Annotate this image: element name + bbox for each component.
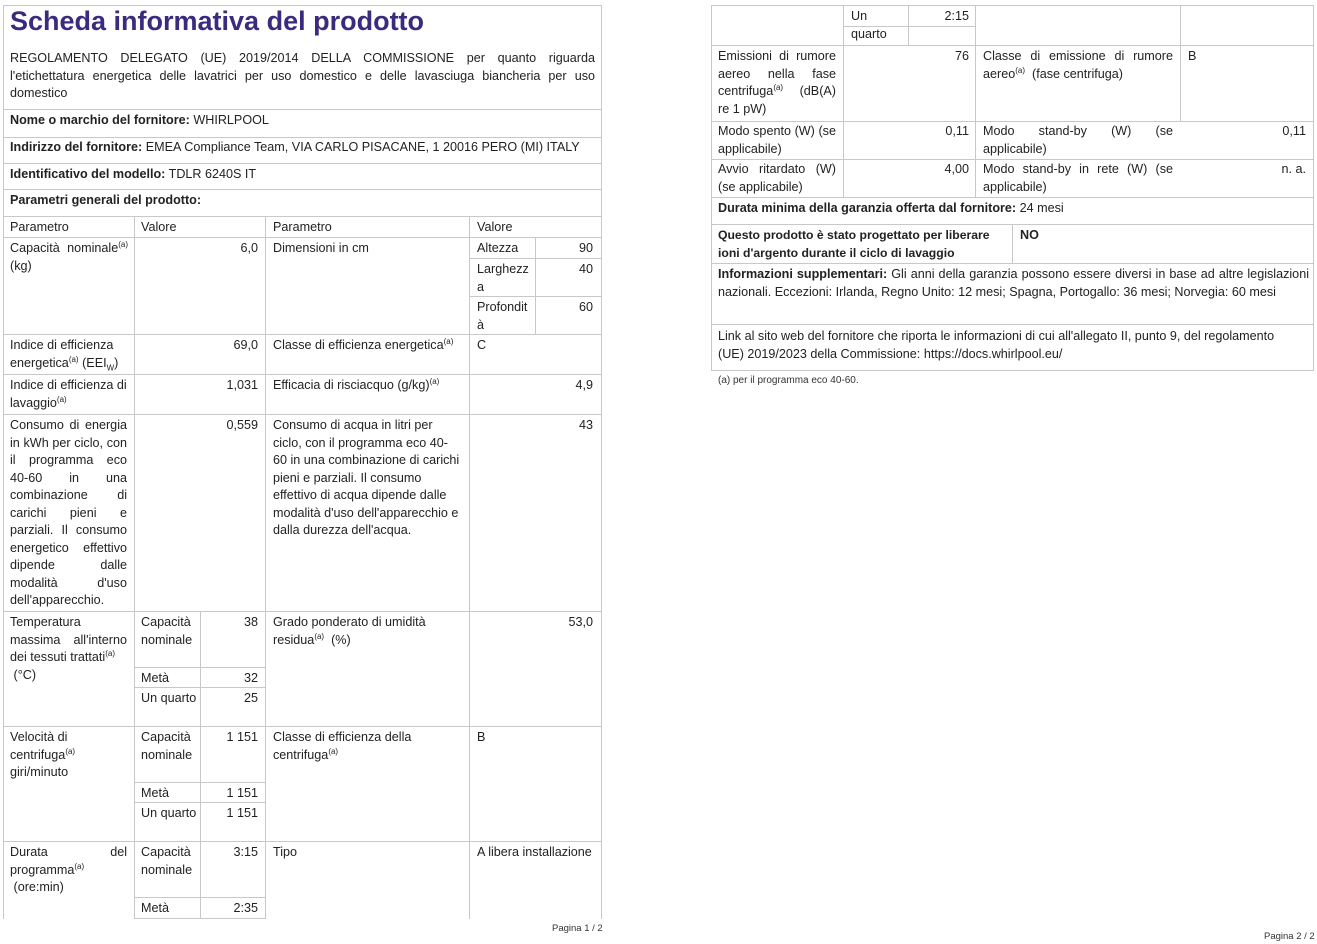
address-label: Indirizzo del fornitore: bbox=[10, 140, 143, 154]
duration-load-full: Capacità nominale bbox=[141, 845, 193, 877]
depth-value: 60 bbox=[578, 300, 593, 314]
temp-label: Temperatura massima all'interno dei tessuti trattati$^{(a)}$ (°C) bbox=[10, 615, 127, 682]
model-label: Identificativo del modello: bbox=[10, 167, 166, 181]
temp-full-value: 38 bbox=[243, 615, 258, 629]
warranty-label: Durata minima della garanzia offerta dal fornitore: bbox=[718, 201, 1017, 215]
supplier-value: WHIRLPOOL bbox=[193, 113, 269, 127]
energy-cons-value: 0,559 bbox=[226, 418, 258, 432]
address-value: EMEA Compliance Team, VIA CARLO PISACANE, 1 20016 PERO (MI) ITALY bbox=[145, 140, 580, 154]
regulation-text: REGOLAMENTO DELEGATO (UE) 2019/2014 DELLA COMMISSIONE per quanto riguarda l'etichettatura energetica delle lavatrici per uso domestico e delle lavasciuga biancheria per uso domestico bbox=[10, 51, 595, 100]
width-label: Larghezza bbox=[477, 262, 529, 294]
model-value: TDLR 6240S IT bbox=[168, 167, 257, 181]
water-cons-label: Consumo di acqua in litri per ciclo, con il programma eco 40-60 in una combinazione di carichi pieni e parziali. Il consumo effettivo di acqua dipende dalle modalità d'uso dell'apparecchio e dalla durezza dell'acqua. bbox=[273, 418, 460, 537]
temp-load-quarter: Un quarto bbox=[141, 691, 197, 705]
moisture-label: Grado ponderato di umidità residua$^{(a)}$ (%) bbox=[273, 615, 426, 647]
temp-load-full: Capacità nominale bbox=[141, 615, 193, 647]
duration-full-value: 3:15 bbox=[233, 845, 258, 859]
spin-load-quarter: Un quarto bbox=[141, 806, 197, 820]
type-value: A libera installazione bbox=[477, 845, 592, 859]
wash-index-label: Indice di efficienza di lavaggio$^{(a)}$ bbox=[10, 378, 127, 410]
silver-value: NO bbox=[1020, 228, 1039, 242]
height-value: 90 bbox=[578, 241, 593, 255]
duration-label: Durata del programma$^{(a)}$ (ore:min) bbox=[10, 845, 127, 894]
spin-class-label: Classe di efficienza della centrifuga$^{(a)}$ bbox=[273, 730, 412, 762]
noise-class-label: Classe di emissione di rumore aereo$^{(a)}$ (fase centrifuga) bbox=[983, 49, 1173, 81]
spin-load-half: Metà bbox=[141, 786, 169, 800]
temp-quarter-value: 25 bbox=[243, 691, 258, 705]
eei-label: Indice di efficienza energetica$^{(a)}$ $(EEI_W)$ bbox=[10, 338, 119, 373]
col-header-param-1: Parametro bbox=[10, 220, 69, 234]
footnote: (a) per il programma eco 40-60. bbox=[718, 375, 859, 386]
network-label: Modo stand-by in rete (W) (se applicabile) bbox=[983, 162, 1173, 194]
temp-half-value: 32 bbox=[243, 671, 258, 685]
warranty-value: 24 mesi bbox=[1019, 201, 1064, 215]
standby-value: 0,11 bbox=[1282, 124, 1306, 138]
model-row bbox=[10, 166, 595, 184]
noise-value: 76 bbox=[954, 49, 969, 63]
type-label: Tipo bbox=[273, 845, 298, 859]
spin-class-value: B bbox=[477, 730, 486, 744]
general-params-heading: Parametri generali del prodotto: bbox=[10, 193, 202, 207]
width-value: 40 bbox=[578, 262, 593, 276]
p2-duration-quarter: 2:15 bbox=[944, 9, 969, 23]
depth-label: Profondità bbox=[477, 300, 528, 332]
wash-index-value: 1,031 bbox=[226, 378, 258, 392]
moisture-value: 53,0 bbox=[568, 615, 593, 629]
rinse-value: 4,9 bbox=[575, 378, 593, 392]
extra-row bbox=[718, 266, 1309, 301]
eei-value: 69,0 bbox=[233, 338, 258, 352]
height-label: Altezza bbox=[477, 241, 519, 255]
supplier-row bbox=[10, 112, 595, 130]
network-value: n. a. bbox=[1281, 162, 1306, 176]
warranty-row bbox=[718, 200, 1308, 218]
noise-label: Emissioni di rumore aereo nella fase centrifuga$^{(a)}$ (dB(A) re 1 pW) bbox=[718, 49, 836, 116]
off-label: Modo spento (W) (se applicabile) bbox=[718, 124, 836, 156]
dims-label: Dimensioni in cm bbox=[273, 241, 369, 255]
delay-label: Avvio ritardato (W) (se applicabile) bbox=[718, 162, 836, 194]
page-title: Scheda informativa del prodotto bbox=[10, 6, 425, 36]
duration-half-value: 2:35 bbox=[233, 901, 258, 915]
spin-full-value: 1 151 bbox=[226, 730, 258, 744]
spin-label: Velocità di centrifuga$^{(a)}$ giri/minuto bbox=[10, 730, 76, 779]
col-header-value-2: Valore bbox=[477, 220, 513, 234]
page-number-2: Pagina 2 / 2 bbox=[1264, 931, 1315, 942]
energy-class-label: Classe di efficienza energetica$^{(a)}$ bbox=[273, 336, 454, 352]
energy-cons-label: Consumo di energia in kWh per ciclo, con il programma eco 40-60 in una combinazione di carichi pieni e parziali. Il consumo energetico effettivo dipende dalle modalità d'uso dell'apparecchio. bbox=[10, 418, 127, 607]
page-number-1: Pagina 1 / 2 bbox=[552, 923, 603, 934]
energy-class-value: C bbox=[477, 338, 487, 352]
link-row bbox=[718, 328, 1278, 363]
silver-label: Questo prodotto è stato progettato per liberare ioni d'argento durante il ciclo di lavaggio bbox=[718, 228, 990, 260]
supplier-label: Nome o marchio del fornitore: bbox=[10, 113, 190, 127]
noise-class-value: B bbox=[1188, 49, 1197, 63]
duration-load-half: Metà bbox=[141, 901, 169, 915]
link-text: Link al sito web del fornitore che riporta le informazioni di cui all'allegato II, punto 9, del regolamento (UE) 2019/2023 della Commissione: bbox=[718, 329, 1275, 361]
rinse-label: Efficacia di risciacquo $(g/kg)^{(a)}$ bbox=[273, 376, 440, 392]
capacity-value: 6,0 bbox=[240, 241, 258, 255]
extra-label: Informazioni supplementari: bbox=[718, 267, 888, 281]
temp-load-half: Metà bbox=[141, 671, 169, 685]
delay-value: 4,00 bbox=[944, 162, 969, 176]
spin-half-value: 1 151 bbox=[226, 786, 258, 800]
col-header-param-2: Parametro bbox=[273, 220, 332, 234]
water-cons-value: 43 bbox=[578, 418, 593, 432]
spin-quarter-value: 1 151 bbox=[226, 806, 258, 820]
capacity-label: Capacità nominale$^{(a)}$ (kg) bbox=[10, 239, 128, 273]
standby-label: Modo stand-by (W) (se applicabile) bbox=[983, 124, 1173, 156]
p2-load-quarter: Un quarto bbox=[851, 9, 887, 41]
address-row bbox=[10, 139, 595, 157]
col-header-value-1: Valore bbox=[141, 220, 177, 234]
off-value: 0,11 bbox=[945, 124, 969, 138]
supplier-link[interactable]: https://docs.whirlpool.eu/ bbox=[923, 346, 1063, 361]
spin-load-full: Capacità nominale bbox=[141, 730, 193, 762]
extra-value: Gli anni della garanzia possono essere diversi in base ad altre legislazioni nazionali. Eccezioni: Irlanda, Regno Unito: 12 mesi; Spagna, Portogallo: 36 mesi; Norvegia: 60 mesi bbox=[718, 267, 1309, 299]
